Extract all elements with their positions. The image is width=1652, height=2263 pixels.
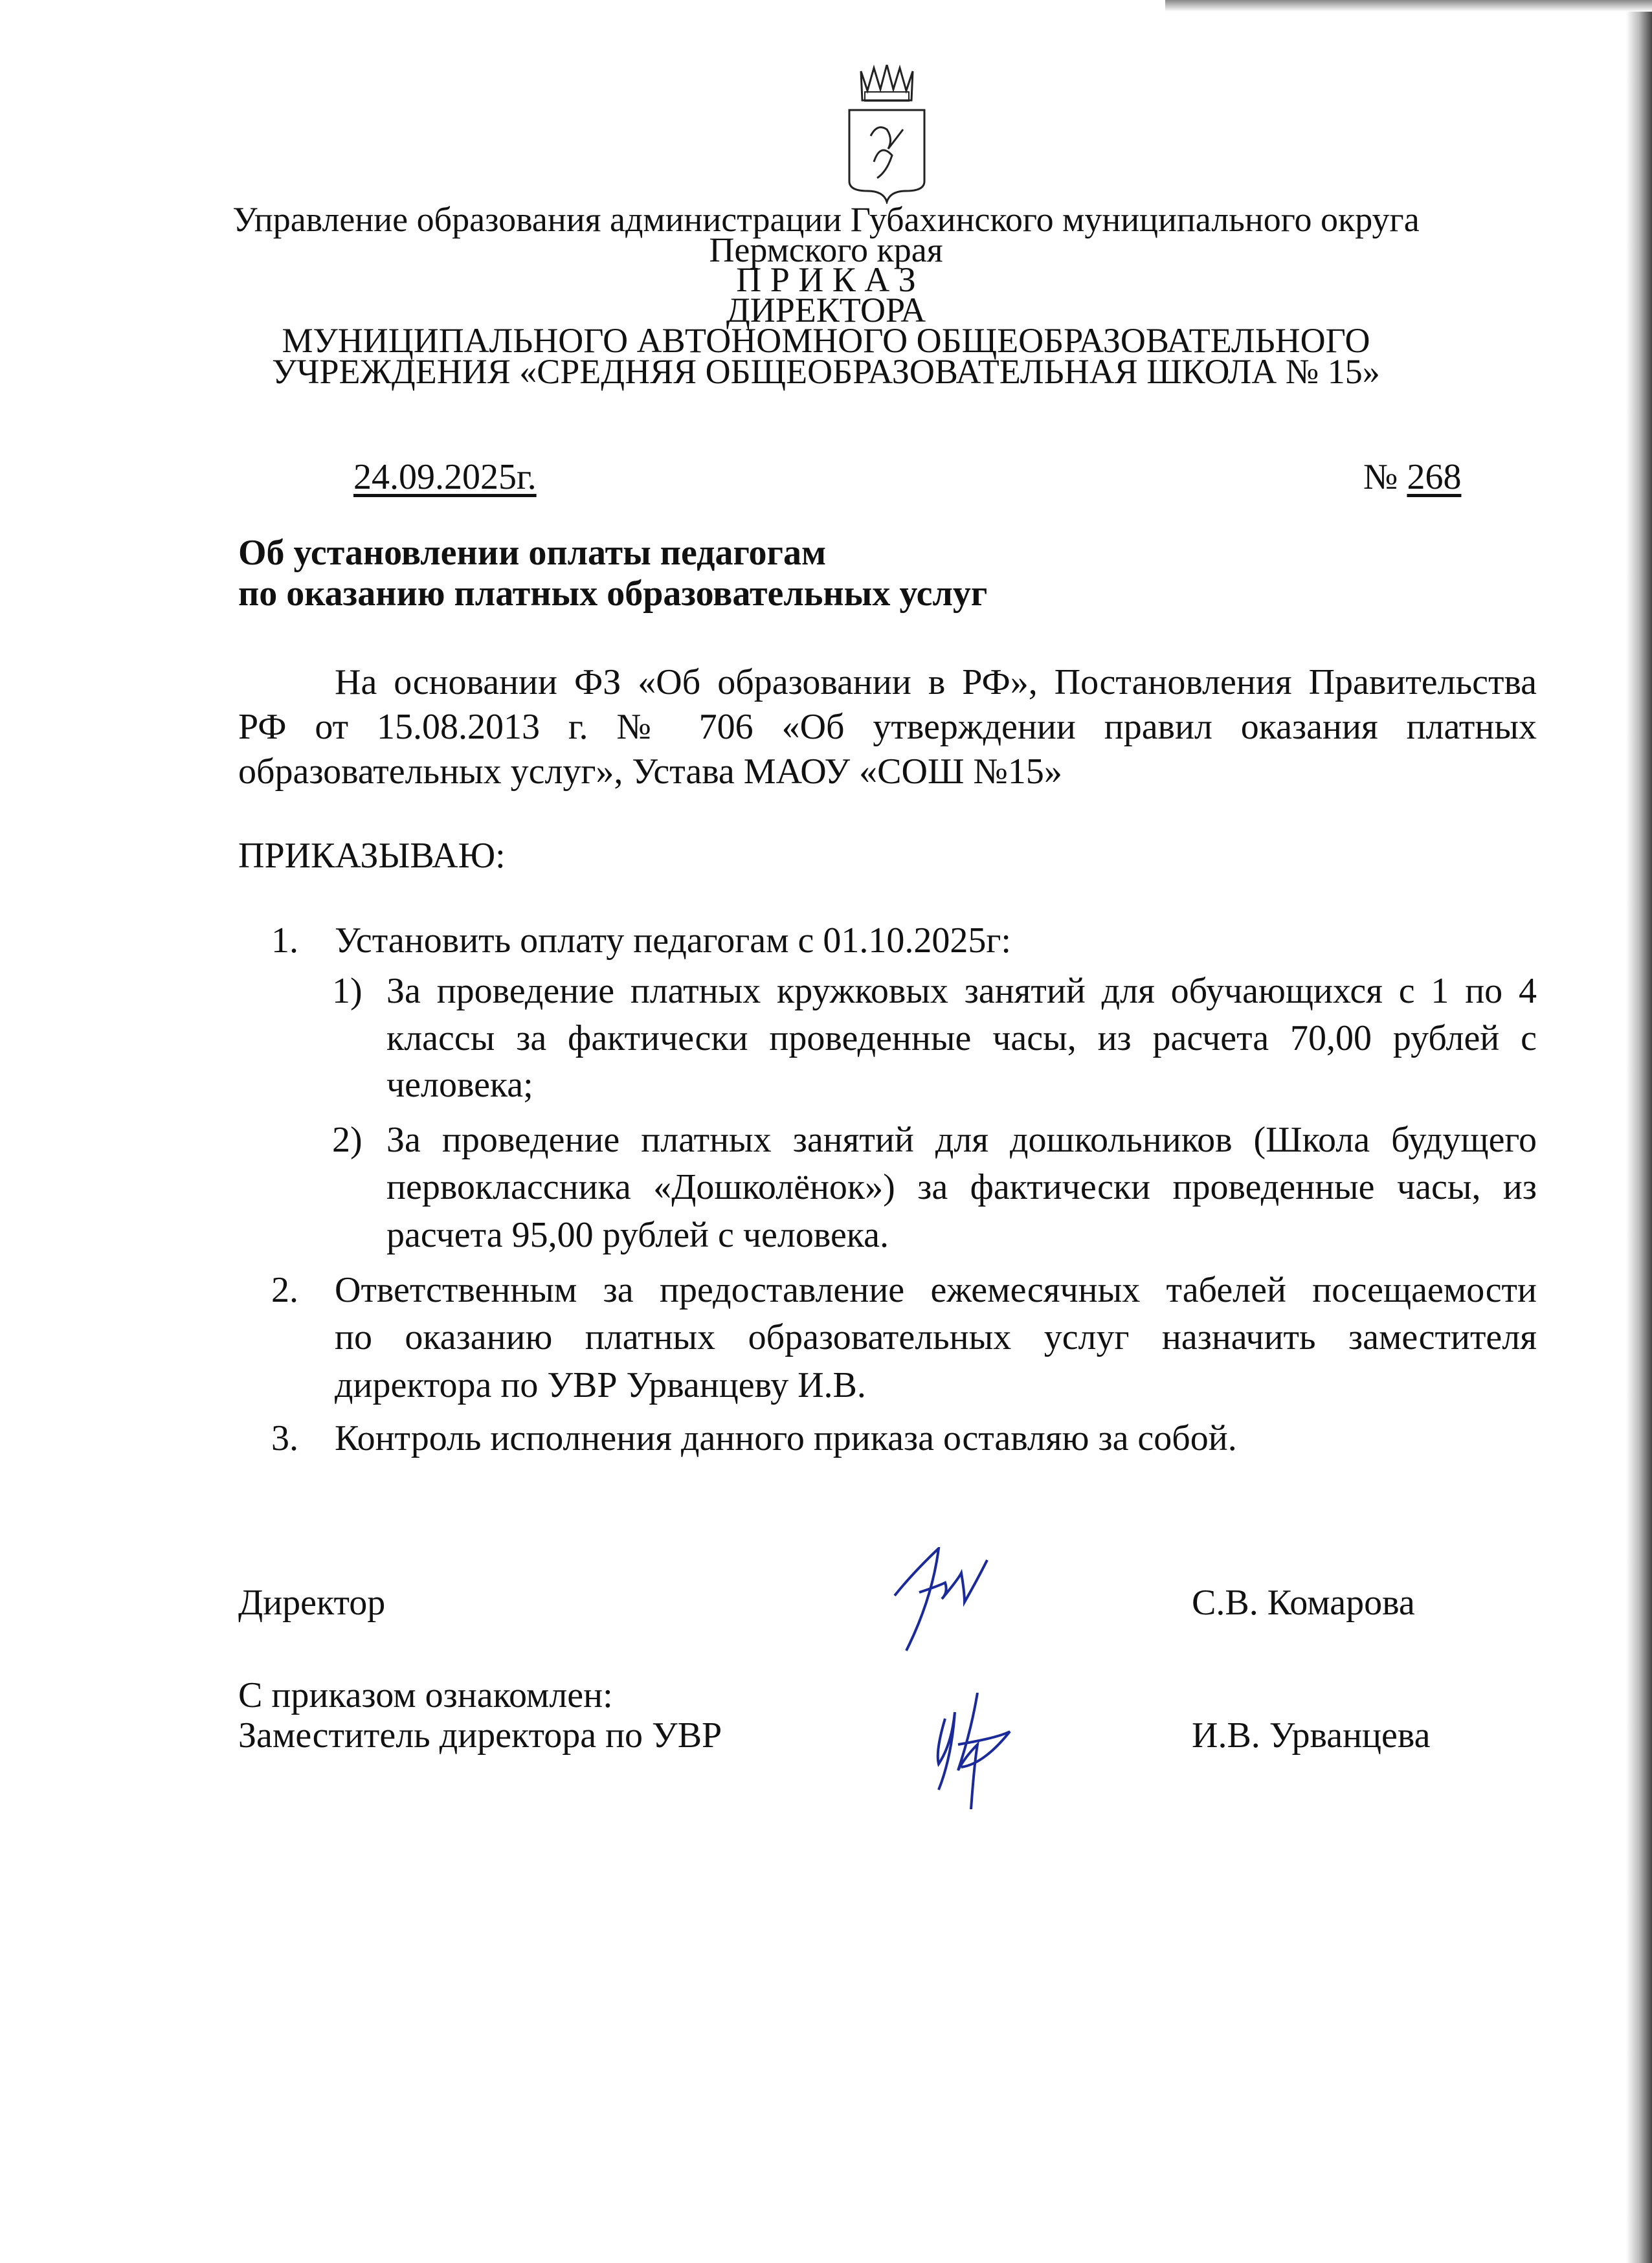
school-name-line1: МУНИЦИПАЛЬНОГО АВТОНОМНОГО ОБЩЕОБРАЗОВАТЕЛЬНОГО bbox=[282, 321, 1370, 360]
order-title-line2: по оказанию платных образовательных услуг bbox=[238, 574, 988, 614]
item-1-number: 1. bbox=[271, 920, 298, 961]
item-2-line3: директора по УВР Урванцеву И.В. bbox=[335, 1365, 866, 1405]
deputy-role: Заместитель директора по УВР bbox=[238, 1715, 722, 1756]
order-title-line1: Об установлении оплаты педагогам bbox=[238, 533, 827, 573]
scan-top-shadow bbox=[1165, 0, 1652, 12]
deputy-signature bbox=[932, 1693, 1075, 1809]
director-signature bbox=[893, 1547, 1062, 1664]
director-name: С.В. Комарова bbox=[1192, 1583, 1415, 1623]
subitem-1-line1: За проведение платных кружковых занятий для обучающихся с 1 по 4 bbox=[386, 971, 1537, 1011]
item-2-number: 2. bbox=[271, 1270, 298, 1310]
item-2-line1: Ответственным за предоставление ежемесячных табелей посещаемости bbox=[335, 1270, 1537, 1310]
subitem-2-line1: За проведение платных занятий для дошкольников (Школа будущего bbox=[386, 1120, 1537, 1160]
subitem-2-line2: первоклассника «Дошколёнок») за фактически проведенные часы, из bbox=[386, 1167, 1537, 1207]
deputy-name: И.В. Урванцева bbox=[1192, 1715, 1431, 1756]
org-name-line1: Управление образования администрации Губахинского муниципального округа bbox=[232, 200, 1420, 239]
org-name-line2: Пермского края bbox=[709, 230, 943, 269]
item-1-text: Установить оплату педагогам с 01.10.2025г: bbox=[335, 920, 1011, 961]
acknowledgement-label: С приказом ознакомлен: bbox=[238, 1675, 613, 1715]
document-author: ДИРЕКТОРА bbox=[726, 291, 926, 329]
school-name-line2: УЧРЕЖДЕНИЯ «СРЕДНЯЯ ОБЩЕОБРАЗОВАТЕЛЬНАЯ ШКОЛА № 15» bbox=[272, 352, 1380, 391]
item-3-text: Контроль исполнения данного приказа оставляю за собой. bbox=[335, 1418, 1237, 1458]
number-value: 268 bbox=[1407, 457, 1462, 497]
subitem-1-line2: классы за фактически проведенные часы, из расчета 70,00 рублей с bbox=[386, 1018, 1537, 1058]
director-role: Директор bbox=[238, 1583, 386, 1623]
coat-of-arms-emblem bbox=[842, 65, 932, 204]
subitem-1-line3: человека; bbox=[386, 1065, 533, 1105]
subitem-2-line3: расчета 95,00 рублей с человека. bbox=[386, 1215, 889, 1255]
subitem-2-number: 2) bbox=[332, 1120, 363, 1160]
preamble-line1: На основании ФЗ «Об образовании в РФ», Постановления Правительства bbox=[335, 662, 1537, 702]
item-2-line2: по оказанию платных образовательных услуг назначить заместителя bbox=[335, 1317, 1537, 1357]
order-date: 24.09.2025г. bbox=[353, 457, 537, 497]
subitem-1-number: 1) bbox=[332, 971, 363, 1011]
number-sign: № bbox=[1363, 457, 1398, 497]
preamble-line3: образовательных услуг», Устава МАОУ «СОШ №15» bbox=[238, 752, 1062, 792]
order-word: ПРИКАЗЫВАЮ: bbox=[238, 836, 506, 876]
preamble-line2: РФ от 15.08.2013 г. № 706 «Об утверждении правил оказания платных bbox=[238, 707, 1537, 747]
document-type: П Р И К А З bbox=[736, 260, 916, 299]
item-3-number: 3. bbox=[271, 1418, 298, 1458]
order-number bbox=[1363, 456, 1461, 498]
